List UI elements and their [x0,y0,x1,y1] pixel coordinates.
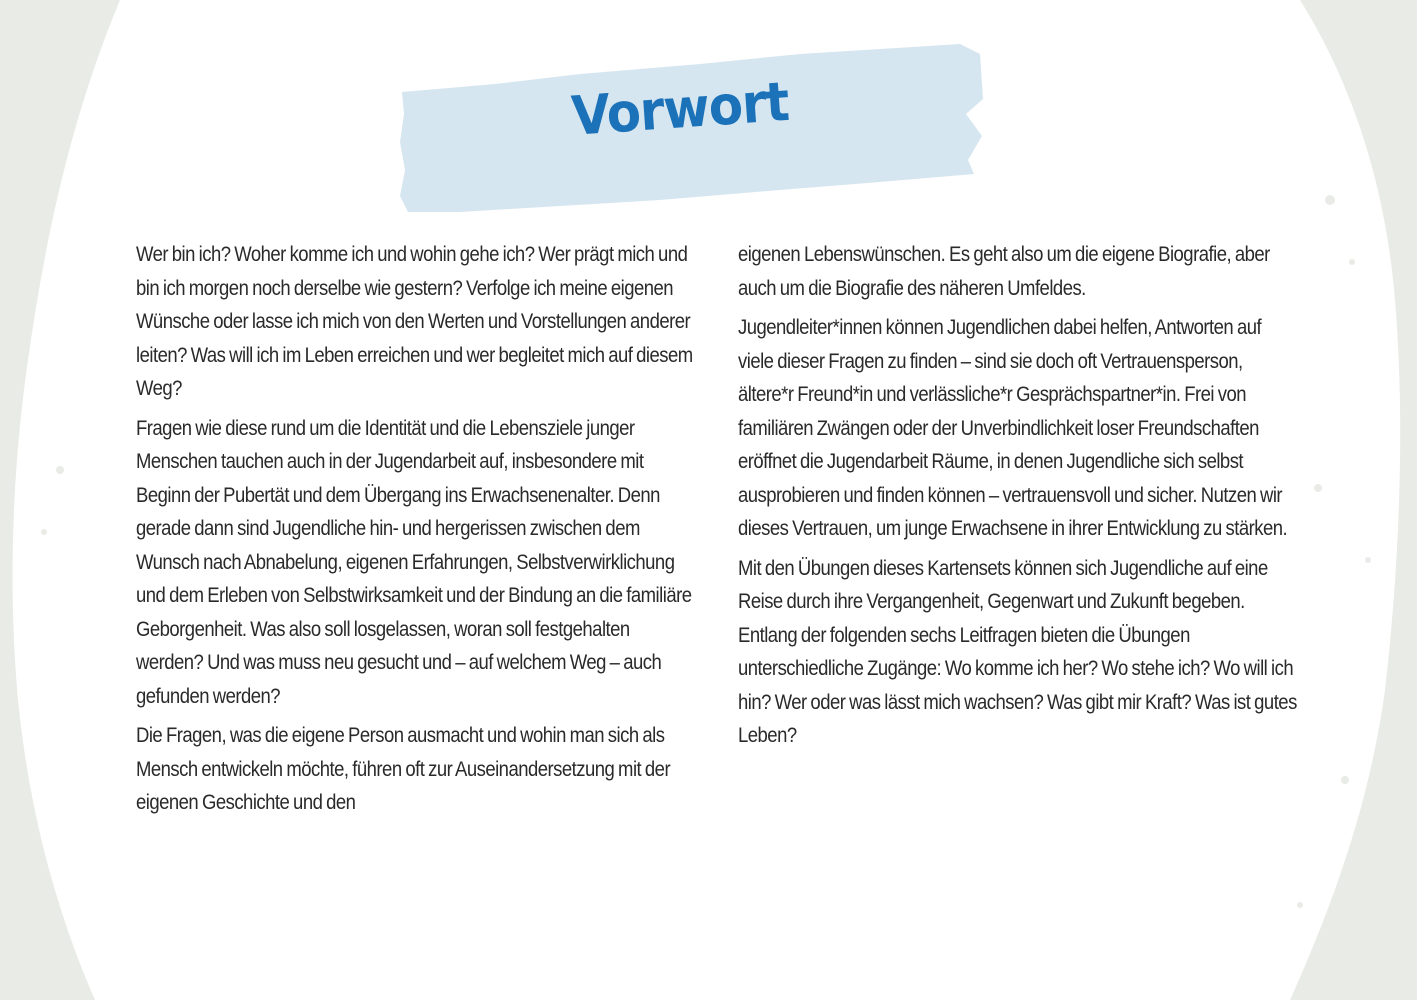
right-column [738,238,1298,759]
left-column [136,238,696,826]
paragraph: Fragen wie diese rund um die Identität und die Lebensziele junger Menschen tauchen auch in der Jugendarbeit auf, insbesondere mit Beginn der Pubertät und dem Übergang ins Erwachsenenalter. Denn gerade dann sind Jugendliche hin- und hergerissen zwischen dem Wunsch nach Abnabelung, eigenen Erfahrungen, Selbstverwirklichung und dem Erleben von Selbstwirksamkeit und der Bindung an die familiäre Geborgenheit. Was also soll losgelassen, woran soll festgehalten werden? Und was muss neu gesucht und – auf welchem Weg – auch gefunden werden? [136,415,692,708]
paragraph: Wer bin ich? Woher komme ich und wohin gehe ich? Wer prägt mich und bin ich morgen noch derselbe wie gestern? Verfolge ich meine eigenen Wünsche oder lasse ich mich von den Werten und Vorstellungen anderer leiten? Was will ich im Leben erreichen und wer begleitet mich auf diesem Weg? [136,242,693,400]
paragraph: Mit den Übungen dieses Kartensets können sich Jugendliche auf eine Reise durch ihre Vergangenheit, Gegenwart und Zukunft begeben. Entlang der folgenden sechs Leitfragen bieten die Übungen unterschiedliche Zugänge: Wo komme ich her? Wo stehe ich? Wo will ich hin? Wer oder was lässt mich wachsen? Was gibt mir Kraft? Was ist gutes Leben? [738,555,1297,747]
paragraph: Die Fragen, was die eigene Person ausmacht und wohin man sich als Mensch entwickeln möchte, führen oft zur Auseinandersetzung mit der eigenen Geschichte und den [136,723,671,814]
page-title: Vorwort [569,70,791,148]
paragraph: Jugendleiter*innen können Jugendlichen dabei helfen, Antworten auf viele dieser Fragen zu finden – sind sie doch oft Vertrauensperson, ältere*r Freund*in und verlässliche*r Gesprächspartner*in. Frei von familiären Zwängen oder der Unverbindlichkeit loser Freundschaften eröffnet die Jugendarbeit Räume, in denen Jugendliche sich selbst ausprobieren und finden können – vertrauensvoll und sicher. Nutzen wir dieses Vertrauen, um junge Erwachsene in ihrer Entwicklung zu stärken. [738,315,1288,540]
paragraph: eigenen Lebenswünschen. Es geht also um die eigene Biografie, aber auch um die Biografie des näheren Umfeldes. [738,242,1270,300]
